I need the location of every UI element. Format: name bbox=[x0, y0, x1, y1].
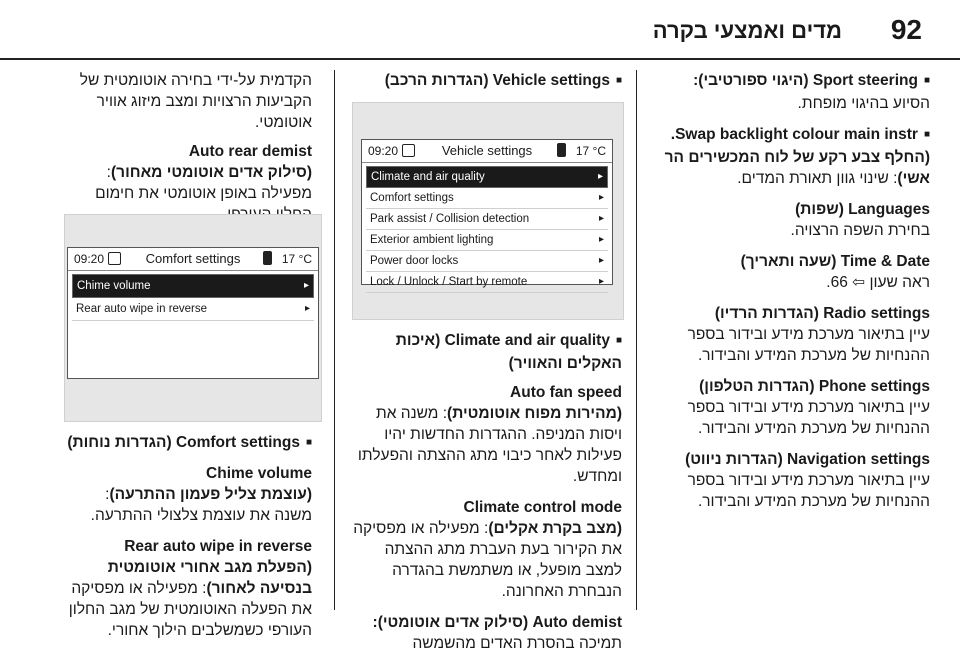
entry-title: Auto fan speed bbox=[510, 384, 622, 401]
entry-text: : משנה את עוצמת צלצולי ההתרעה. bbox=[90, 486, 312, 524]
entry-title: Climate control mode bbox=[463, 499, 622, 516]
chevron-right-icon: ▸ bbox=[598, 213, 604, 224]
vehicle-settings-screen bbox=[361, 139, 613, 288]
entry-text: עיין בתיאור מערכת מידע ובידור בספר ההנחיות של מערכת המידע והבידור. bbox=[687, 399, 930, 437]
entry-rear-wipe bbox=[64, 536, 312, 641]
entry-text: ראה שעון ⇦ 66. bbox=[826, 274, 930, 291]
entry-swap-backlight bbox=[640, 124, 930, 189]
menu-item-door-locks[interactable] bbox=[366, 251, 608, 272]
section-heading: ■ Comfort settings (הגדרות נוחות) bbox=[64, 432, 312, 455]
entry-title: Radio settings (הגדרות הרדיו) bbox=[714, 305, 930, 322]
screen-title: Comfort settings bbox=[145, 251, 241, 266]
menu-item-label: Lock / Unlock / Start by remote bbox=[370, 276, 528, 288]
clock-time: 09:20 bbox=[74, 252, 105, 266]
continued-text: הקדמית על-ידי בחירה אוטומטית של הקביעות הרצויות ומצב מיזוג אוויר אוטומטי. bbox=[79, 72, 312, 131]
page-header bbox=[0, 0, 960, 60]
chevron-right-icon: ▸ bbox=[304, 303, 310, 314]
entry-lead: (סילוק אדים אוטומטי מאחור) bbox=[110, 164, 312, 181]
chevron-right-icon: ▸ bbox=[303, 280, 309, 291]
entry-title: Time & Date (שעה ותאריך) bbox=[740, 253, 930, 270]
menu-item-rear-wipe[interactable] bbox=[72, 298, 314, 321]
entry-text: בחירת השפה הרצויה. bbox=[790, 222, 930, 239]
entry-auto-fan bbox=[352, 382, 622, 487]
temperature: 17 °C bbox=[575, 144, 606, 158]
thermometer-icon bbox=[557, 143, 566, 157]
menu-item-park-assist[interactable] bbox=[366, 209, 608, 230]
status-bar bbox=[68, 248, 318, 271]
comfort-section bbox=[64, 432, 312, 651]
entry-phone-settings bbox=[640, 376, 930, 439]
column-left bbox=[64, 70, 312, 235]
entry-lead: (עוצמת צליל פעמון ההתרעה) bbox=[109, 486, 312, 503]
chapter-title: מדים ואמצעי בקרה bbox=[652, 18, 842, 43]
entry-title: ■ Swap backlight colour main instr. (החלף צבע רקע של לוח המכשירים הר bbox=[640, 124, 930, 168]
entry-sport-steering bbox=[640, 70, 930, 114]
entry-title: Auto demist (סילוק אדים אוטומטי): bbox=[372, 614, 622, 631]
entry-title: Navigation settings (הגדרות ניווט) bbox=[685, 451, 930, 468]
climate-section bbox=[352, 330, 622, 664]
entry-title-suffix: אשי) bbox=[897, 170, 930, 187]
menu-item-label: Comfort settings bbox=[370, 192, 454, 204]
entry-text: : מפעילה באופן אוטומטי את חימום bbox=[95, 164, 312, 202]
chevron-right-icon: ▸ bbox=[598, 192, 604, 203]
section-heading: ■ Vehicle settings (הגדרות הרכב) bbox=[352, 70, 622, 93]
entry-lead: (הפעלת מגב אחורי אוטומטית בנסיעה לאחור) bbox=[107, 559, 312, 597]
menu-item-label: Park assist / Collision detection bbox=[370, 213, 530, 225]
menu-item-label: Chime volume bbox=[77, 280, 151, 292]
menu-list bbox=[72, 274, 314, 321]
entry-navigation-settings bbox=[640, 449, 930, 512]
entry-lead: (מהירות מפוח אוטומטית) bbox=[447, 405, 622, 422]
entry-title: Auto rear demist bbox=[188, 143, 312, 160]
vehicle-settings-screen-frame bbox=[352, 102, 624, 320]
entry-title: Languages (שפות) bbox=[795, 201, 930, 218]
entry-time-date bbox=[640, 251, 930, 293]
menu-item-ambient-lighting[interactable] bbox=[366, 230, 608, 251]
page-number: 92 bbox=[890, 14, 922, 45]
entry-lead: (מצב בקרת אקלים) bbox=[488, 520, 622, 537]
entry-text: : משנה את ויסות המניפה. ההגדרות החדשות יהיו פעילות לאחר כיבוי מתג ההצתה והפעלתו ומחדש. bbox=[357, 405, 622, 485]
entry-text: : מפעילה או מפסיקה את הפעלה האוטומטית של מגב החלון העורפי כשמשלבים הילוך אחורי. bbox=[68, 580, 312, 639]
menu-item-comfort[interactable] bbox=[366, 188, 608, 209]
column-right bbox=[640, 70, 930, 522]
entry-auto-demist bbox=[352, 612, 622, 654]
entry-text: עיין בתיאור מערכת מידע ובידור בספר ההנחיות של מערכת המידע והבידור. bbox=[687, 326, 930, 364]
chevron-right-icon: ▸ bbox=[598, 255, 604, 266]
entry-chime-volume bbox=[64, 463, 312, 526]
menu-item-label: Climate and air quality bbox=[371, 171, 485, 183]
entry-title: Rear auto wipe in reverse bbox=[124, 538, 312, 555]
thermometer-icon bbox=[263, 251, 272, 265]
entry-climate-mode bbox=[352, 497, 622, 602]
entry-title: Chime volume bbox=[206, 465, 312, 482]
status-bar bbox=[362, 140, 612, 163]
screen-title: Vehicle settings bbox=[441, 143, 533, 158]
menu-item-label: Exterior ambient lighting bbox=[370, 234, 494, 246]
menu-item-label: Power door locks bbox=[370, 255, 459, 267]
entry-auto-rear-demist bbox=[64, 141, 312, 225]
column-divider bbox=[636, 70, 637, 610]
entry-title: ■ Sport steering (היגוי ספורטיבי): bbox=[640, 70, 930, 93]
chevron-right-icon: ▸ bbox=[597, 171, 603, 182]
menu-item-climate[interactable] bbox=[366, 166, 608, 188]
clock-time: 09:20 bbox=[368, 144, 399, 158]
entry-text: עיין בתיאור מערכת מידע ובידור בספר ההנחיות של מערכת המידע והבידור. bbox=[687, 472, 930, 510]
menu-list bbox=[366, 166, 608, 293]
entry-text: תמיכה בהסרת האדים מהשמשה bbox=[412, 635, 622, 652]
menu-item-label: Rear auto wipe in reverse bbox=[76, 303, 208, 315]
entry-text: הסיוע בהיגוי מופחת. bbox=[797, 95, 930, 112]
entry-text: : שינוי גוון תאורת המדים. bbox=[737, 170, 898, 187]
section-heading: ■ Climate and air quality (איכות האקלים והאוויר) bbox=[352, 330, 622, 374]
comfort-settings-screen-frame bbox=[64, 214, 322, 422]
entry-text: : מפעילה או מפסיקה את הקירור בעת העברת מתג ההצתה למצב מופעל, או משתמשת בהגדרה הנבחרת האחרונה. bbox=[353, 520, 622, 600]
menu-item-lock-unlock[interactable] bbox=[366, 272, 608, 293]
column-divider bbox=[334, 70, 335, 610]
entry-title: Phone settings (הגדרות הטלפון) bbox=[699, 378, 930, 395]
entry-radio-settings bbox=[640, 303, 930, 366]
entry-languages bbox=[640, 199, 930, 241]
comfort-settings-screen bbox=[67, 247, 319, 379]
chevron-right-icon: ▸ bbox=[598, 234, 604, 245]
menu-item-chime-volume[interactable] bbox=[72, 274, 314, 298]
chevron-right-icon: ▸ bbox=[598, 276, 604, 287]
temperature: 17 °C bbox=[281, 252, 312, 266]
